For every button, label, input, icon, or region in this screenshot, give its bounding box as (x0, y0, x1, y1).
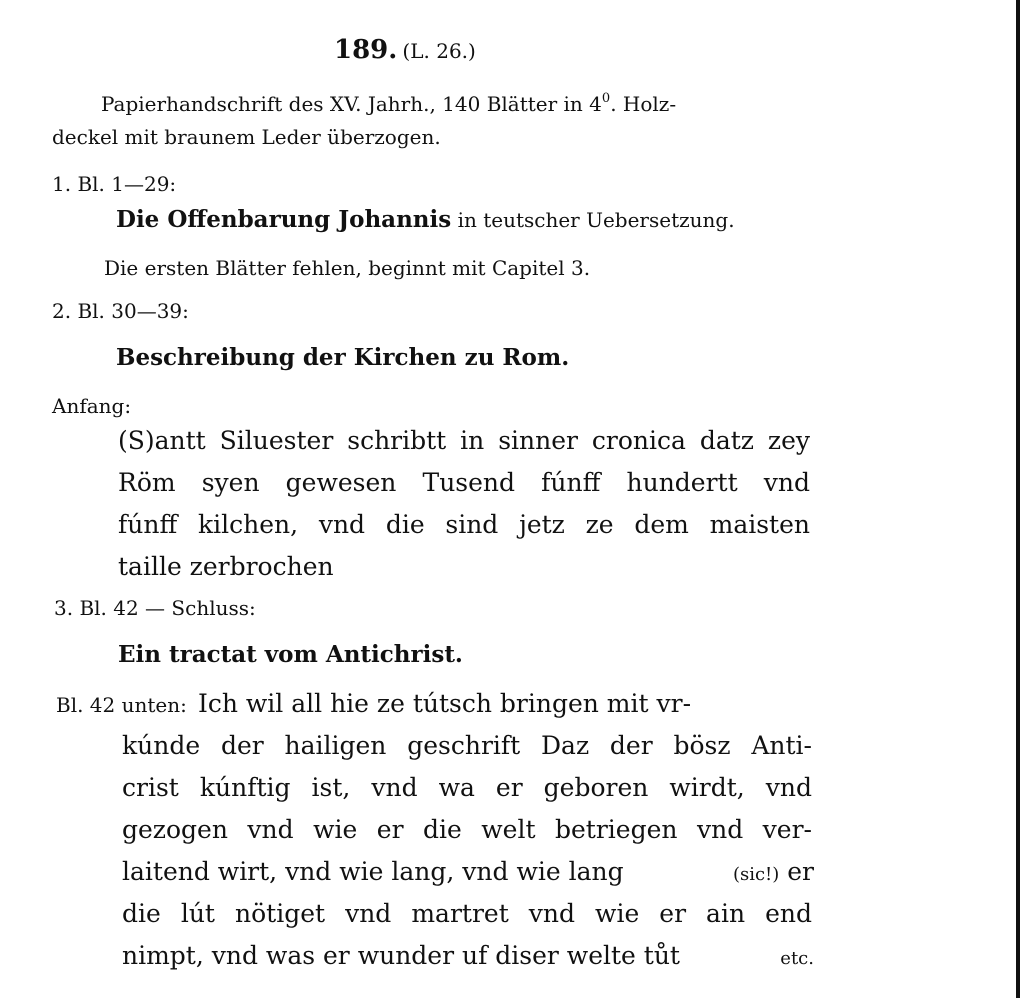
anfang-line-4: taille zerbrochen (118, 552, 334, 581)
item-1-title-line (116, 208, 735, 231)
manuscript-number: 189. (334, 35, 398, 65)
item-3-title: Ein tractat vom Antichrist. (118, 641, 463, 668)
item-1-title: Die Offenbarung Johannis (116, 206, 452, 233)
bl42-line-4: gezogen vnd wie er die welt betriegen vnd ver- (122, 815, 812, 844)
right-edge-rule (1016, 0, 1020, 998)
anfang-label: Anfang: (52, 394, 132, 418)
bl42-line-2: kúnde der hailigen geschrift Daz der bösz Anti- (122, 731, 812, 760)
item-1-label: 1. Bl. 1—29: (52, 172, 177, 196)
description-line-2: deckel mit braunem Leder überzogen. (52, 125, 441, 149)
bl42-line-3: crist kúnftig ist, vnd wa er geboren wirdt, vnd (122, 773, 812, 802)
item-1-title-suffix: in teutscher Uebersetzung. (451, 208, 735, 232)
item-2-title: Beschreibung der Kirchen zu Rom. (116, 344, 570, 371)
item-2-label: 2. Bl. 30—39: (52, 299, 189, 323)
item-1-note: Die ersten Blätter fehlen, beginnt mit Capitel 3. (104, 256, 591, 280)
anfang-line-2: Röm syen gewesen Tusend fúnff hundertt vnd (118, 468, 810, 497)
bl42-line-5: laitend wirt, vnd wie lang, vnd wie lang (sic!) er (122, 857, 814, 886)
bl42-first-line (56, 691, 812, 716)
description-line-1: Papierhandschrift des XV. Jahrh., 140 Blätter in $4^0$. Holz- (101, 91, 677, 116)
anfang-line-3: fúnff kilchen, vnd die sind jetz ze dem maisten (118, 510, 810, 539)
sic-note: (sic!) (732, 864, 780, 885)
bl42-label: Bl. 42 unten: (56, 693, 187, 717)
bl42-line-6: die lút nötiget vnd martret vnd wie er ain end (122, 899, 812, 928)
anfang-line-1: (S)antt Siluester schribtt in sinner cronica datz zey (118, 426, 810, 455)
manuscript-ref: (L. 26.) (402, 39, 476, 63)
bl42-line-7: nimpt, vnd was er wunder uf diser welte tůt etc. (122, 941, 814, 970)
item-3-label: 3. Bl. 42 — Schluss: (54, 596, 256, 620)
bl42-text-first: Ich wil all hie ze tútsch bringen mit vr- (197, 689, 692, 718)
etc-note: etc. (780, 948, 814, 969)
page-heading (334, 37, 476, 63)
